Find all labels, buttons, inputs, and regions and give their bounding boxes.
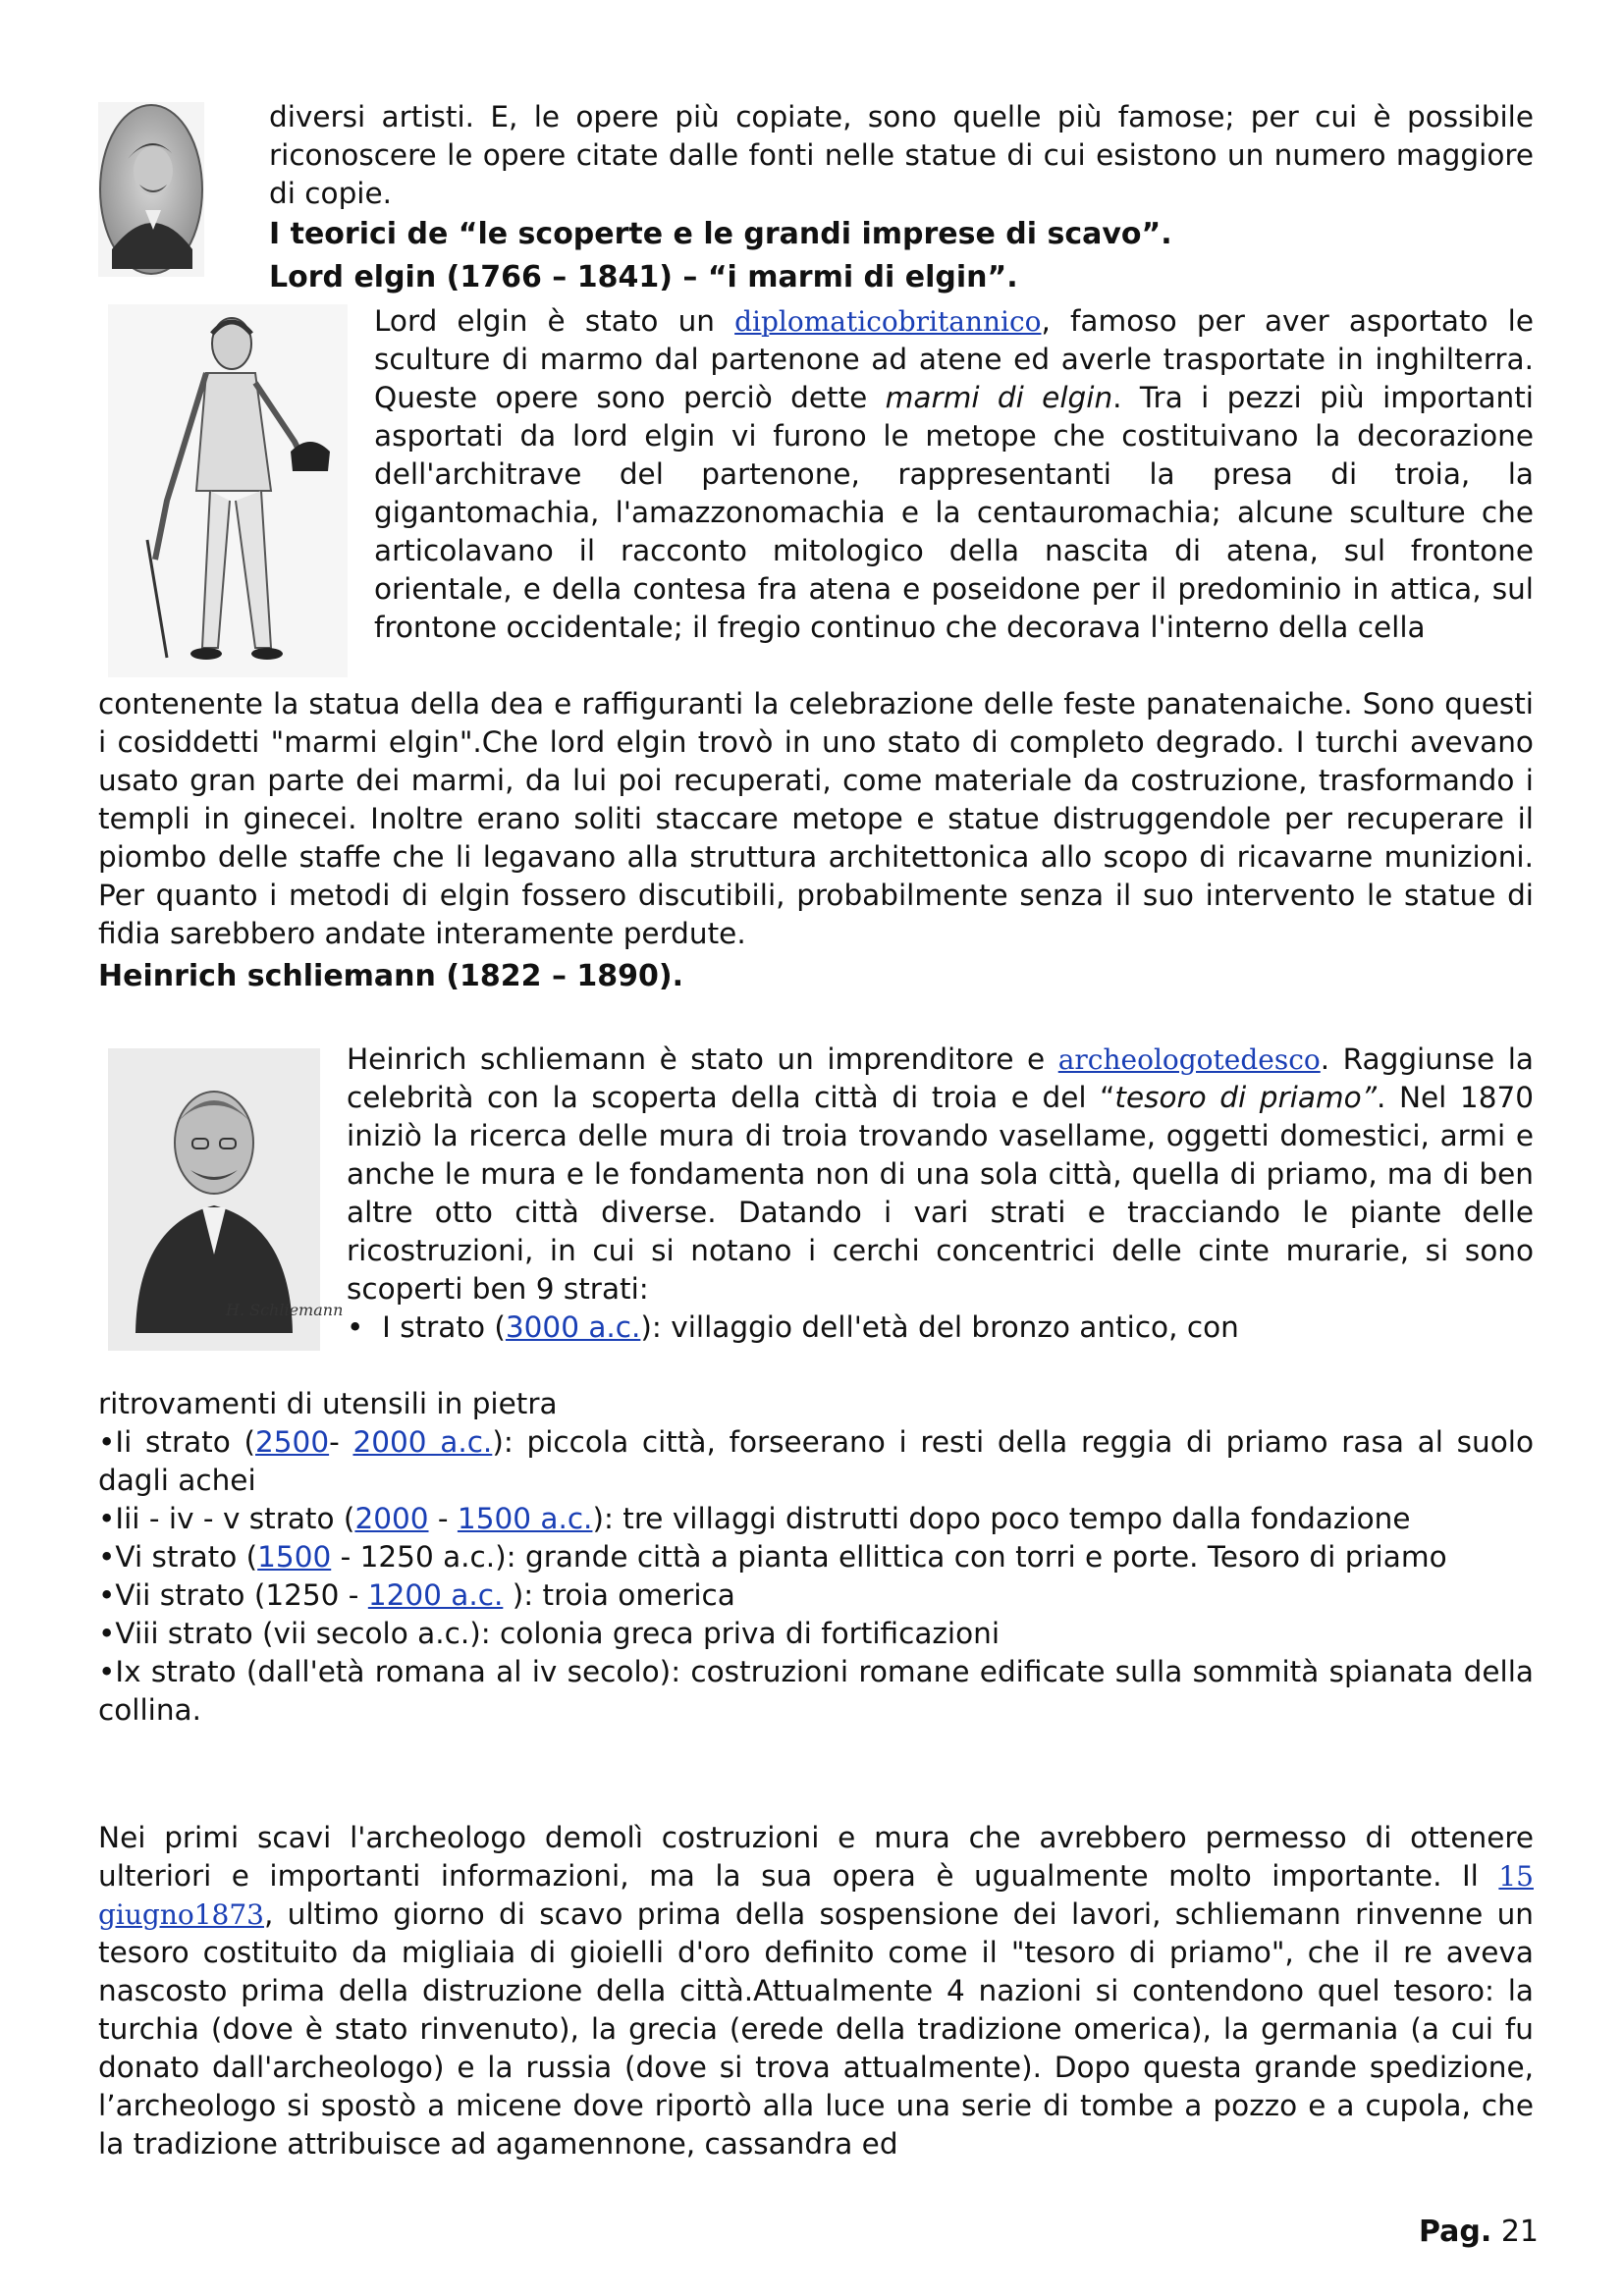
stratum-7: •Ix strato (dall'età romana al iv secolo): costruzioni romane edificate sulla sommità spianata della collina. (98, 1655, 1534, 1727)
portrait-lord-elgin-image (108, 304, 348, 677)
stratum-2-dash: - (329, 1425, 353, 1459)
closing-text-a: Nei primi scavi l'archeologo demolì costruzioni e mura che avrebbero permesso di ottenere ulteriori e importanti informazioni, ma la sua opera è ugualmente molto importante. Il (98, 1821, 1534, 1893)
link-2000[interactable]: 2000 (354, 1502, 429, 1535)
portrait-schliemann-image (108, 1048, 344, 1351)
link-diplomatico-britannico[interactable]: diplomaticobritannico (734, 305, 1042, 338)
stratum-3-dash: - (428, 1502, 458, 1535)
schliemann-text-a: Heinrich schliemann è stato un imprenditore e (347, 1042, 1058, 1076)
link-1500-ac[interactable]: 1500 a.c. (457, 1502, 593, 1535)
stratum-3-text-a: Iii - iv - v strato ( (115, 1502, 355, 1535)
stratum-6: •Viii strato (vii secolo a.c.): colonia greca priva di fortificazioni (98, 1617, 1001, 1650)
elgin-text-c: . Tra i pezzi più importanti asportati da lord elgin vi furono le metope che costituivano la decorazione dell'architrave del partenone, rappresentanti la presa di troia, la gigantomachia, l'amazzonomachia e la centauromachia; alcune sculture che articolavano il racconto mitologico della nascita di atena, sul frontone orientale, e della contesa fra atena e poseidone per il predominio in attica, sul frontone occidentale; il fregio continuo che decorava l'interno della cella (374, 381, 1535, 644)
stratum-5-text-b: ): troia omerica (503, 1578, 735, 1612)
link-archeologo-tedesco[interactable]: archeologotedesco (1057, 1043, 1321, 1076)
schliemann-italic-tesoro: tesoro di priamo” (1114, 1081, 1377, 1114)
stratum-4-text-b: - 1250 a.c.): grande città a pianta ellittica con torri e porte. Tesoro di priamo (331, 1540, 1447, 1574)
closing-text-b: , ultimo giorno di scavo prima della sospensione dei lavori, schliemann rinvenne un tesoro costituito da migliaia di gioielli d'oro definito come il "tesoro di priamo", che il re aveva nascosto prima della distruzione della città.Attualmente 4 nazioni si contendono quel tesoro: la turchia (dove è stato rinvenuto), la grecia (erede della tradizione omerica), la germania (a cui fu donato dall'archeologo) e la russia (dove si trova attualmente). Dopo questa grande spedizione, l’archeologo si spostò a micene dove riportò alla luce una serie di tombe a pozzo e a cupola, che la tradizione attribuisce ad agamennone, cassandra ed (98, 1897, 1534, 2161)
portrait-oval-image (98, 102, 204, 277)
stratum-5-text-a: Vii strato (1250 - (115, 1578, 368, 1612)
stratum-2: •Ii strato (2500- 2000 a.c.): piccola città, forseerano i resti della reggia di priamo rasa al suolo dagli achei (98, 1425, 1534, 1497)
stratum-4-text-a: Vi strato ( (115, 1540, 258, 1574)
stratum-6-text: Viii strato (vii secolo a.c.): colonia greca priva di fortificazioni (115, 1617, 1001, 1650)
schliemann-signature: H. Schliemann (226, 1301, 344, 1319)
paragraph-elgin-full: contenente la statua della dea e raffiguranti la celebrazione delle feste panatenaiche. Sono questi i cosiddetti "marmi elgin".Che lord elgin trovò in uno stato di completo degrado. I turchi avevano usato gran parte dei marmi, da lui poi recuperati, come materiale da costruzione, trasformando i templi in ginecei. Inoltre erano soliti staccare metope e statue distruggendole per recuperare il piombo delle staffe che li legavano alla struttura architettonica allo scopo di ricavarne munizioni. Per quanto i metodi di elgin fossero discutibili, probabilmente senza il suo intervento le statue di fidia sarebbero andate interamente perdute. (98, 687, 1534, 950)
paragraph-closing (98, 1819, 1534, 2163)
stratum-2-text-b: ): piccola città, forseerano i resti della reggia di priamo rasa al suolo dagli achei (98, 1425, 1534, 1497)
link-1500[interactable]: 1500 (257, 1540, 332, 1574)
stratum-1-line: • I strato (3000 a.c.): villaggio dell'età del bronzo antico, con (347, 1310, 1239, 1344)
stratum-2-text-a: Ii strato ( (115, 1425, 256, 1459)
stratum-1-text-a: I strato ( (382, 1310, 506, 1344)
elgin-text-a: Lord elgin è stato un (374, 304, 735, 338)
stratum-1-text-b: ): villaggio dell'età del bronzo antico, con (640, 1310, 1239, 1344)
stratum-3: •Iii - iv - v strato (2000 - 1500 a.c.): tre villaggi distrutti dopo poco tempo dalla fondazione (98, 1502, 1411, 1535)
elgin-text-b: , famoso per aver asportato le sculture di marmo dal partenone ad atene ed averle trasportate in inghilterra. Queste opere sono perciò dette (374, 304, 1534, 414)
link-15-giugno-1873[interactable]: 15 giugno1873 (98, 1860, 1534, 1931)
paragraph-intro: diversi artisti. E, le opere più copiate, sono quelle più famose; per cui è possibile riconoscere le opere citate dalle fonti nelle statue di cui esistono un numero maggiore di copie. (269, 100, 1534, 210)
schliemann-text-b: . Raggiunse la celebrità con la scoperta della città di troia e del “ (347, 1042, 1534, 1114)
lord-elgin-figure-svg (108, 304, 348, 677)
link-3000-ac[interactable]: 3000 a.c. (505, 1310, 641, 1344)
link-2500[interactable]: 2500 (255, 1425, 330, 1459)
paragraph-elgin-wrapped (374, 302, 1534, 647)
heading-teorici: I teorici de “le scoperte e le grandi imprese di scavo”. (269, 217, 1172, 251)
stratum-7-text: Ix strato (dall'età romana al iv secolo): costruzioni romane edificate sulla sommità spianata della collina. (98, 1655, 1534, 1727)
portrait-oval-svg (98, 102, 204, 277)
stratum-4: •Vi strato (1500 - 1250 a.c.): grande città a pianta ellittica con torri e porte. Tesoro di priamo (98, 1540, 1447, 1574)
paragraph-schliemann (347, 1041, 1534, 1308)
strata-list (98, 1385, 1534, 1730)
stratum-5: •Vii strato (1250 - 1200 a.c. ): troia omerica (98, 1578, 735, 1612)
elgin-italic-marmi: marmi di elgin (885, 381, 1113, 414)
heading-schliemann: Heinrich schliemann (1822 – 1890). (98, 959, 684, 993)
stratum-3-text-b: ): tre villaggi distrutti dopo poco tempo dalla fondazione (592, 1502, 1411, 1535)
heading-lord-elgin: Lord elgin (1766 – 1841) – “i marmi di elgin”. (269, 260, 1018, 294)
page-footer (1419, 2215, 1539, 2249)
footer-label: Pag. (1418, 2215, 1492, 2249)
schliemann-text-c: . Nel 1870 iniziò la ricerca delle mura di troia trovando vasellame, oggetti domestici, armi e anche le mura e le fondamenta non di una sola città, quella di priamo, ma di ben altre otto città diverse. Datando i vari strati e tracciando le piante delle ricostruzioni, in cui si notano i cerchi concentrici delle cinte murarie, si sono scoperti ben 9 strati: (347, 1081, 1535, 1306)
page-number: 21 (1500, 2215, 1539, 2249)
link-1200-ac[interactable]: 1200 a.c. (367, 1578, 504, 1612)
stratum-1-continuation: ritrovamenti di utensili in pietra (98, 1387, 558, 1420)
link-2000-ac[interactable]: 2000 a.c. (352, 1425, 493, 1459)
schliemann-portrait-svg (108, 1048, 344, 1351)
